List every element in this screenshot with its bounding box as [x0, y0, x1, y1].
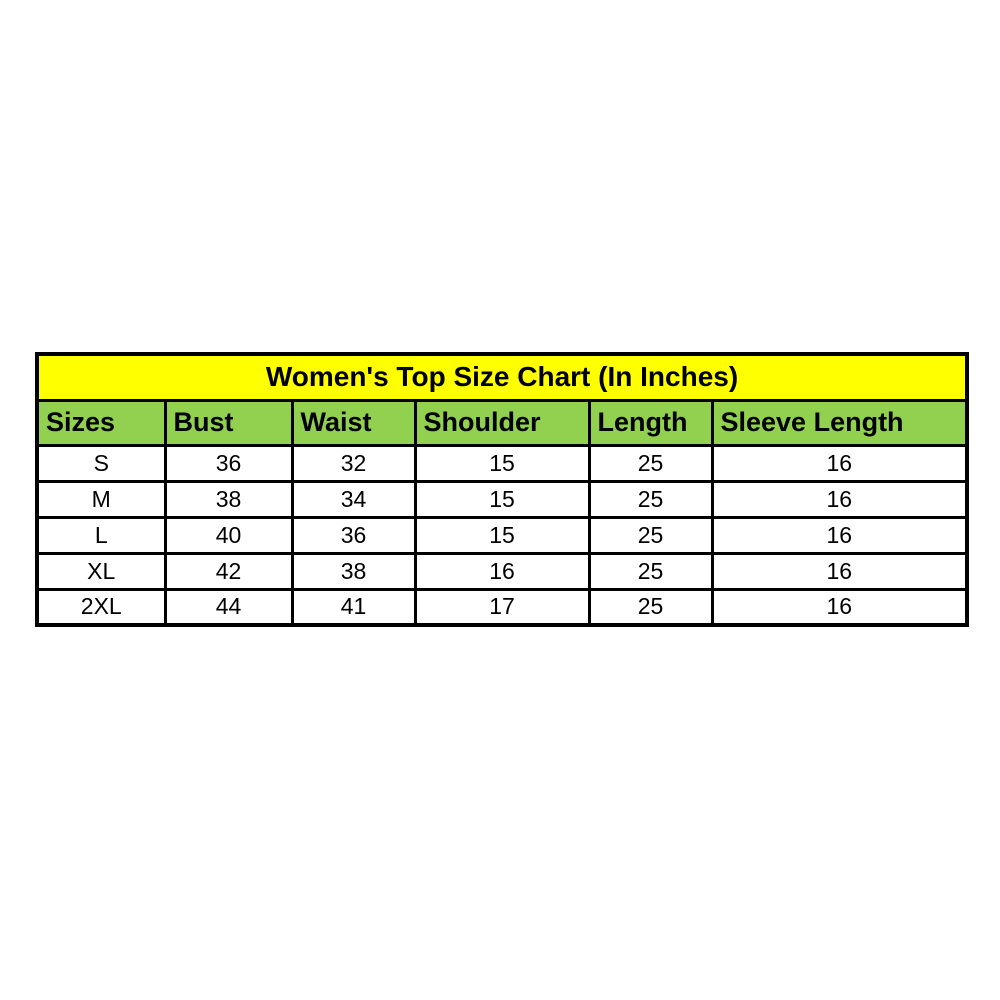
cell-sleeve-length: 16 [712, 589, 967, 625]
column-header-bust: Bust [165, 400, 292, 445]
title-row [37, 354, 967, 400]
cell-sleeve-length: 16 [712, 481, 967, 517]
cell-length: 25 [589, 589, 712, 625]
chart-title: Women's Top Size Chart (In Inches) [37, 354, 967, 400]
cell-waist: 36 [292, 517, 415, 553]
cell-size-label: 2XL [37, 589, 165, 625]
cell-size-label: L [37, 517, 165, 553]
size-chart-table [35, 352, 969, 627]
cell-bust: 36 [165, 445, 292, 481]
cell-bust: 44 [165, 589, 292, 625]
column-header-sleeve-length: Sleeve Length [712, 400, 967, 445]
column-header-waist: Waist [292, 400, 415, 445]
cell-shoulder: 15 [415, 481, 589, 517]
cell-length: 25 [589, 517, 712, 553]
cell-bust: 38 [165, 481, 292, 517]
cell-length: 25 [589, 445, 712, 481]
cell-waist: 34 [292, 481, 415, 517]
column-header-length: Length [589, 400, 712, 445]
table-row-m [37, 481, 967, 517]
cell-waist: 41 [292, 589, 415, 625]
cell-waist: 38 [292, 553, 415, 589]
cell-shoulder: 17 [415, 589, 589, 625]
cell-sleeve-length: 16 [712, 553, 967, 589]
cell-sleeve-length: 16 [712, 517, 967, 553]
cell-bust: 40 [165, 517, 292, 553]
table-row-xl [37, 553, 967, 589]
cell-shoulder: 15 [415, 517, 589, 553]
cell-shoulder: 15 [415, 445, 589, 481]
header-row [37, 400, 967, 445]
cell-shoulder: 16 [415, 553, 589, 589]
table-row-s [37, 445, 967, 481]
cell-length: 25 [589, 481, 712, 517]
table-row-l [37, 517, 967, 553]
column-header-shoulder: Shoulder [415, 400, 589, 445]
cell-waist: 32 [292, 445, 415, 481]
cell-size-label: M [37, 481, 165, 517]
cell-bust: 42 [165, 553, 292, 589]
cell-size-label: S [37, 445, 165, 481]
cell-sleeve-length: 16 [712, 445, 967, 481]
cell-length: 25 [589, 553, 712, 589]
cell-size-label: XL [37, 553, 165, 589]
table-row-2xl [37, 589, 967, 625]
column-header-sizes: Sizes [37, 400, 165, 445]
